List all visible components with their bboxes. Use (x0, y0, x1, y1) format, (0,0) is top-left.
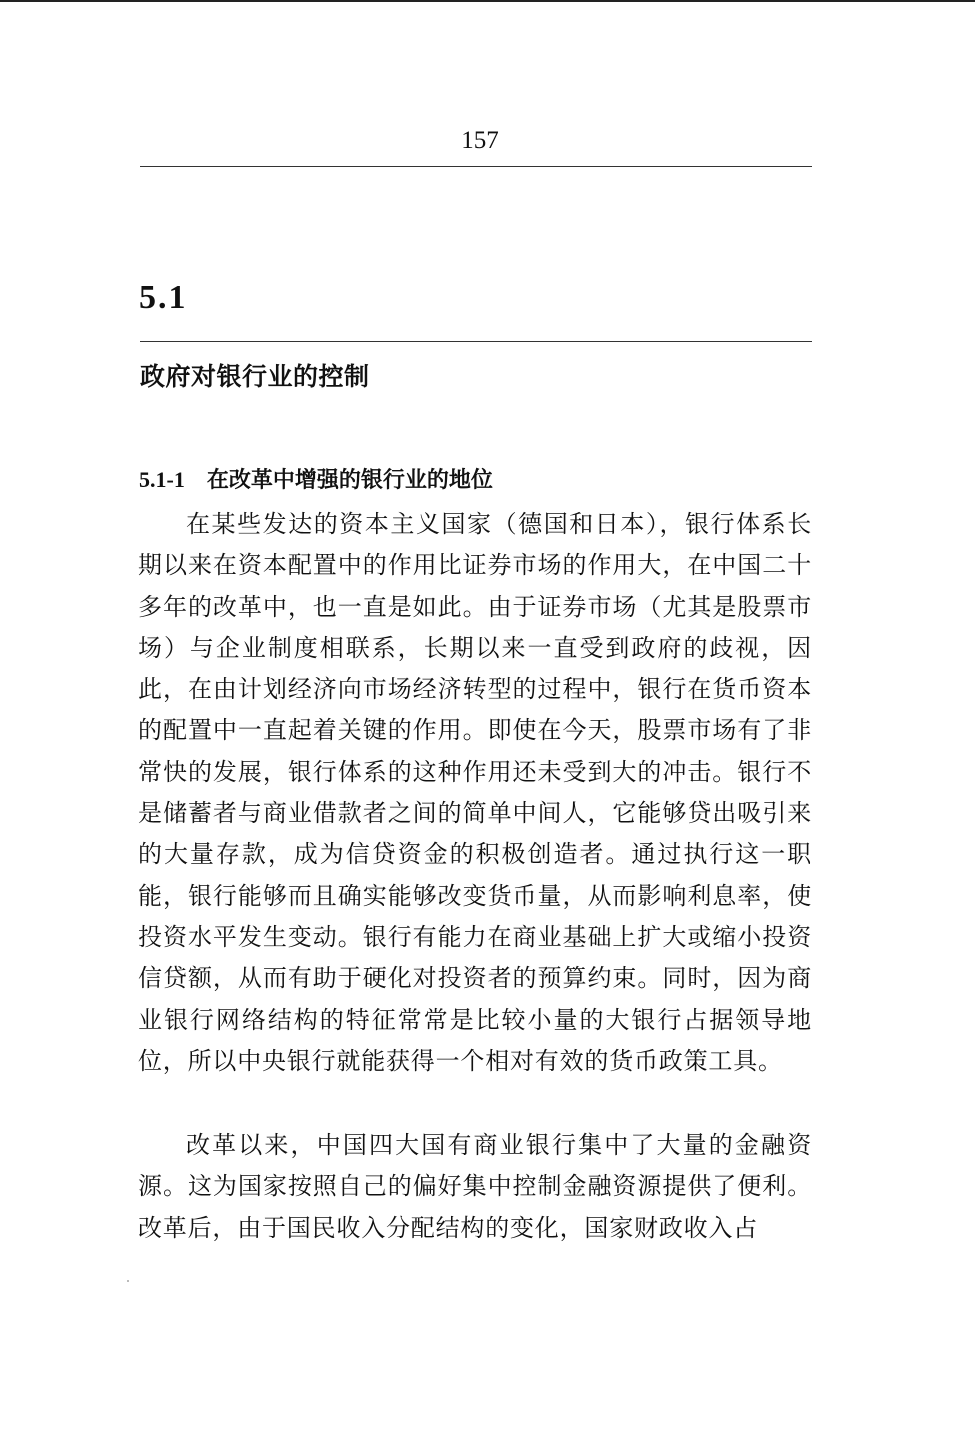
subsection-title: 在改革中增强的银行业的地位 (206, 468, 493, 493)
subsection-number: 5.1-1 (139, 467, 185, 492)
page-number: 157 (461, 127, 499, 154)
section-rule (140, 341, 812, 342)
body-paragraph: 改革以来，中国四大国有商业银行集中了大量的金融资源。这为国家按照自己的偏好集中控制金融资源提供了便利。改革后，由于国民收入分配结构的变化，国家财政收入占 (138, 1131, 812, 1242)
body-paragraph: 在某些发达的资本主义国家（德国和日本），银行体系长期以来在资本配置中的作用比证券市场的作用大，在中国二十多年的改革中，也一直是如此。由于证券市场（尤其是股票市场）与企业制度相联系，长期以来一直受到政府的歧视，因此，在由计划经济向市场经济转型的过程中，银行在货币资本的配置中一直起着关键的作用。即使在今天，股票市场有了非常快的发展，银行体系的这种作用还未受到大的冲击。银行不是储蓄者与商业借款者之间的简单中间人，它能够贷出吸引来的大量存款，成为信贷资金的积极创造者。通过执行这一职能，银行能够而且确实能够改变货币量，从而影响利息率，使投资水平发生变动。银行有能力在商业基础上扩大或缩小投资信贷额，从而有助于硬化对投资者的预算约束。同时，因为商业银行网络结构的特征常常是比较小量的大银行占据领导地位，所以中央银行就能获得一个相对有效的货币政策工具。 (138, 510, 812, 1075)
section-title: 政府对银行业的控制 (140, 362, 370, 391)
scan-speck (127, 1280, 129, 1282)
subsection-heading (139, 464, 493, 497)
section-number: 5.1 (139, 279, 188, 316)
page-top-border (0, 0, 975, 2)
header-rule (140, 166, 812, 167)
